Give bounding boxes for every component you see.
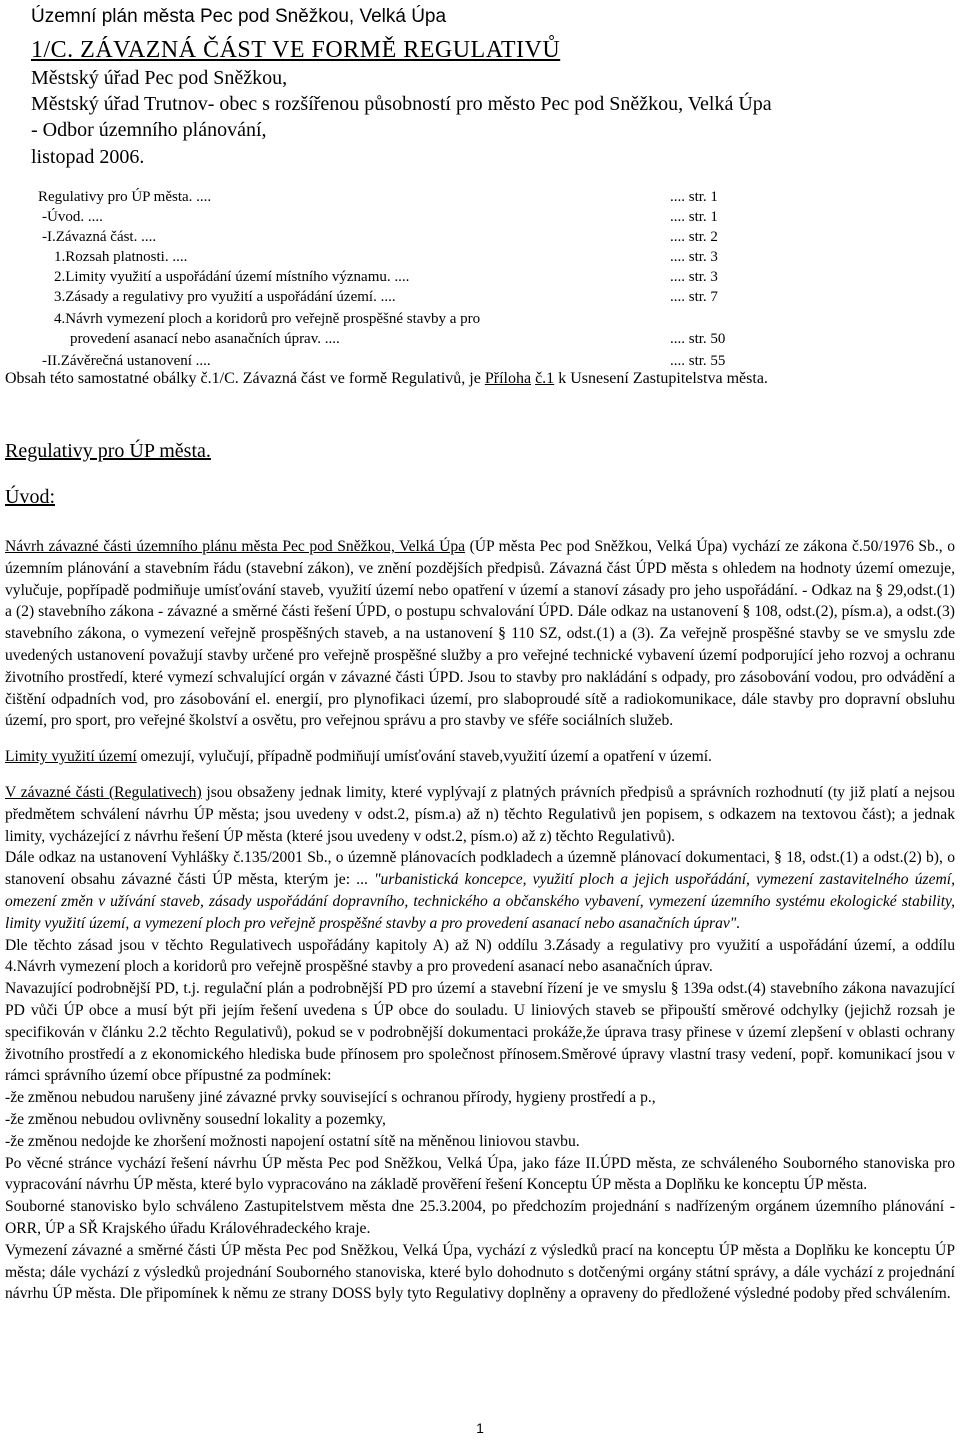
toc-entry-page: .... str. 1 [670, 209, 718, 225]
toc-entry[interactable] [0, 286, 960, 308]
toc-entry[interactable] [0, 350, 960, 372]
paragraph: Dále odkaz na ustanovení Vyhlášky č.135/2001 Sb., o územně plánovacích podkladech a územně plánovací dokumentaci, § 18, odst.(1) a odst.(2) b), o stanovení obsahu závazné části ÚP města, kterým je: ... "urbanistická koncepce, využití ploch a jejich uspořádání, vymezení zastavitelného území, omezení změn v užívání staveb, zásady uspořádání dopravního, technického a občanského vybavení, vymezení územního systému ekologické stability, limity využití území, a vymezení ploch pro veřejně prospěšné stavby a pro provedení asanací nebo asanačních úprav". [5, 849, 955, 932]
toc-entry-page: .... str. 7 [670, 289, 718, 305]
paragraph: Navazující podrobnější PD, t.j. regulační plán a podrobnější PD pro území a stavební řízení je ve smyslu § 139a odst.(4) stavebního zákona navazující PD vůči ÚP obce a musí být při jejím řešení uvedena s ÚP obce do souladu. U liniových staveb se připouští směrové odchylky (jejichž rozsah je specifikován v článku 2.2 těchto Regulativů), pokud se v podrobnější dokumentaci prokáže,že úprava trasy přinese v území zlepšení v oblasti ochrany životního prostředí a z ekonomického hlediska bude přínosem pro společnost přínosem.Směrové úpravy vlastní trasy vedení, popř. komunikací jsou v rámci správního území obce přípustné za podmínek: [5, 980, 955, 1085]
body-text [5, 536, 955, 1305]
toc-entry-page: .... str. 1 [670, 189, 718, 205]
toc-entry-title: -I.Závazná část. .... [42, 229, 157, 245]
toc-entry[interactable] [0, 186, 960, 208]
toc-entry[interactable] [0, 266, 960, 288]
issuer-line-3: - Odbor územního plánování, [31, 119, 267, 141]
toc-entry-title: 2.Limity využití a uspořádání území místního významu. .... [54, 269, 410, 285]
toc-entry-page: .... str. 3 [670, 249, 718, 265]
toc-entry[interactable] [0, 206, 960, 228]
attachment-number-link[interactable]: č.1 [535, 370, 555, 387]
paragraph: V závazné části (Regulativech) jsou obsaženy jednak limity, které vyplývají z platných právních předpisů a správních rozhodnutí (ty již platí a nejsou předmětem schválení návrhu ÚP města; jsou uvedeny v odst.2, písm.a) až n) těchto Regulativů jen popisem, s odkazem na textovou část); a jednak limity, vycházející z návrhu řešení ÚP města (které jsou uvedeny v odst.2, písm.o) až z) těchto Regulativů). [5, 783, 955, 845]
toc-entry-title: 3.Zásady a regulativy pro využití a uspořádání území. .... [54, 289, 396, 305]
page-number: 1 [476, 1420, 484, 1436]
toc-entry-page: .... str. 3 [670, 269, 718, 285]
toc-entry-title: -II.Závěrečná ustanovení .... [42, 353, 211, 369]
toc-entry[interactable] [0, 246, 960, 268]
document-title: Územní plán města Pec pod Sněžkou, Velká Úpa [31, 6, 447, 27]
list-item: -že změnou nebudou narušeny jiné závazné prvky související s ochranou přírody, hygieny prostředí a p., [5, 1089, 656, 1107]
toc-entry[interactable] [0, 328, 960, 350]
paragraph: Souborné stanovisko bylo schváleno Zastupitelstvem města dne 25.3.2004, po předchozím projednání s nadřízeným orgánem územního plánování - ORR, ÚP a SŘ Krajského úřadu Královéhradeckého kraje. [5, 1198, 955, 1237]
toc-entry-title: provedení asanací nebo asanačních úprav. .... [70, 331, 340, 347]
paragraph: Po věcné stránce vychází řešení návrhu ÚP města Pec pod Sněžkou, Velká Úpa, jako fáze II.ÚPD města, ze schváleného Souborného stanoviska pro vypracování návrhu ÚP města, které bylo vypracováno na základě prověření řešení Konceptu ÚP města a Doplňku ke konceptu ÚP města. [5, 1154, 955, 1194]
subsection-heading: Úvod: [5, 486, 55, 508]
list-item: -že změnou nebudou ovlivněny sousední lokality a pozemky, [5, 1110, 386, 1128]
paragraph: Dle těchto zásad jsou v těchto Regulativech uspořádány kapitoly A) až N) oddílu 3.Zásady a regulativy pro využití a uspořádání území, a oddílu 4.Návrh vymezení ploch a koridorů pro veřejně prospěšné stavby a pro provedení asanací nebo asanačních úprav. [5, 936, 955, 976]
part-heading-text: 1/C. ZÁVAZNÁ ČÁST VE FORMĚ REGULATIVŮ [31, 37, 561, 63]
toc-entry-title: Regulativy pro ÚP města. .... [38, 189, 212, 205]
toc-entry[interactable] [0, 226, 960, 248]
paragraph: Návrh závazné části územního plánu města Pec pod Sněžkou, Velká Úpa (ÚP města Pec pod Sněžkou, Velká Úpa) vychází ze zákona č.50/1976 Sb., o územním plánování a stavebním řádu (stavební zákon), ve znění pozdějších předpisů. Závazná část ÚPD města s ohledem na hodnoty území omezuje, vylučuje, popřípadě podmiňuje umísťování staveb, využití území nebo opatření v území a stanoví zásady pro jeho uspořádání. - Odkaz na § 29,odst.(1) a (2) stavebního zákona - závazné a směrné části řešení ÚPD, o postupu schvalování ÚPD. Dále odkaz na ustanovení § 108, odst.(2), písm.a), a odst.(3) stavebního zákona, o vymezení veřejně prospěšných staveb, a na ustanovení § 110 SZ, odst.(1) a (3). Za veřejně prospěšné stavby se ve smyslu zde uvedených ustanovení považují stavby určené pro veřejně prospěšné služby a pro veřejné technické vybavení území podporující jeho rozvoj a ochranu životního prostředí, které vymezí schvalující orgán v závazné části ÚPD. Jsou to stavby pro nakládání s odpady, pro zásobování vodou, pro odvádění a čištění odpadních vod, pro zásobování el. energií, pro plynofikaci území, pro slaboproudé sítě a radiokomunikace, dále stavby pro dopravní obsluhu území, pro sport, pro veřejné školství a osvětu, pro veřejnou správu a pro stavby ve sféře sociálních služeb. [5, 538, 955, 730]
list-item: -že změnou nedojde ke zhoršení možnosti napojení ostatní sítě na měněnou liniovou stavbu. [5, 1132, 580, 1150]
toc-entry[interactable] [0, 308, 960, 330]
part-heading [31, 36, 560, 64]
paragraph: Limity využití území omezují, vylučují, případně podmiňují umísťování staveb,využití území a opatření v území. [5, 748, 712, 766]
toc-entry-title: -Úvod. .... [42, 209, 103, 225]
toc-entry-title: 4.Návrh vymezení ploch a koridorů pro veřejně prospěšné stavby a pro [54, 311, 481, 327]
toc-entry-page: .... str. 2 [670, 229, 718, 245]
toc-entry-page: .... str. 50 [670, 331, 726, 347]
enclosure-note: Obsah této samostatné obálky č.1/C. Závazná část ve formě Regulativů, je Příloha č.1 k Usnesení Zastupitelstva města. [5, 370, 768, 387]
issuer-line-1: Městský úřad Pec pod Sněžkou, [31, 67, 288, 89]
paragraph: Vymezení závazné a směrné části ÚP města Pec pod Sněžkou, Velká Úpa, vychází z výsledků prací na konceptu ÚP města a Doplňku ke konceptu ÚP města; dále vychází z výsledků projednání Souborného stanoviska, které bylo dohodnuto s dotčenými orgány státní správy, a dále vychází z projednání návrhu ÚP města. Dle připomínek k němu ze strany DOSS byly tyto Regulativy doplněny a opraveny do předložené výsledné podoby před schválením. [5, 1241, 955, 1303]
toc-entry-title: 1.Rozsah platnosti. .... [54, 249, 188, 265]
issuer-line-2: Městský úřad Trutnov- obec s rozšířenou působností pro město Pec pod Sněžkou, Velká Úpa [31, 93, 772, 115]
document-date: listopad 2006. [31, 146, 145, 168]
section-heading: Regulativy pro ÚP města. [5, 440, 211, 462]
attachment-link[interactable]: Příloha [484, 370, 532, 387]
toc-entry-page: .... str. 55 [670, 353, 726, 369]
